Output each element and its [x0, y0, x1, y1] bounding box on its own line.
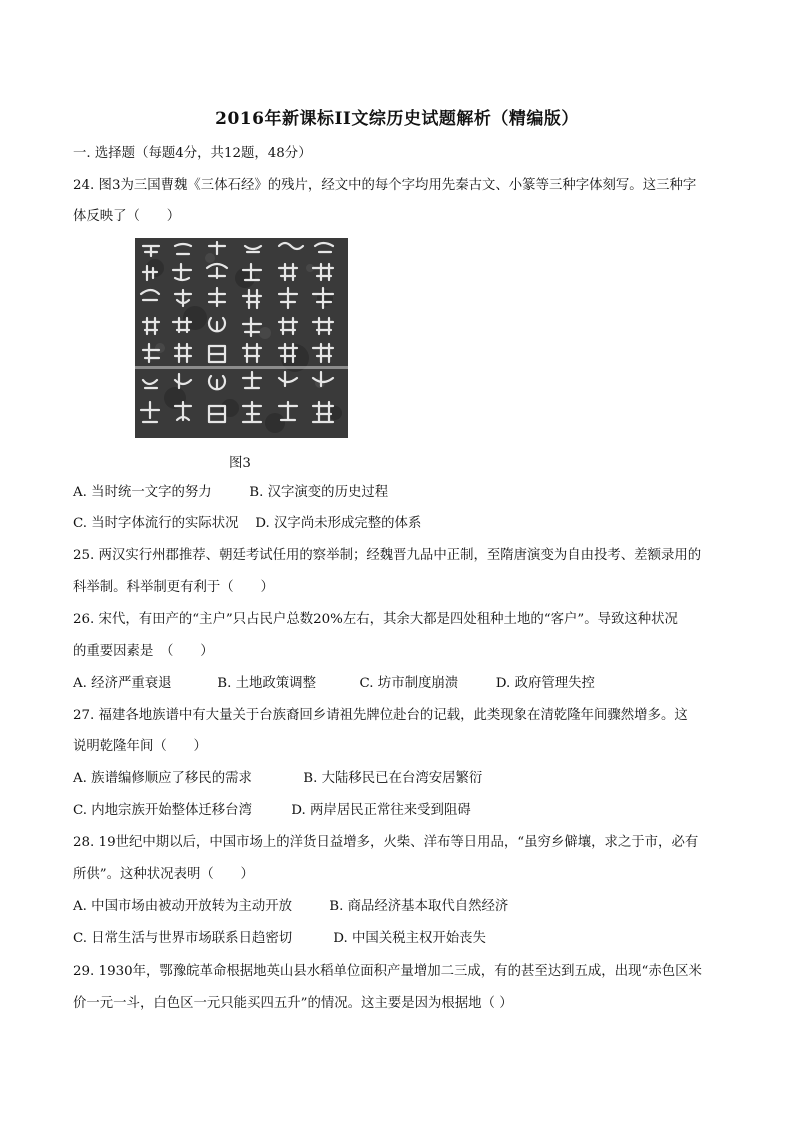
question-28-options-row1 [73, 897, 508, 917]
question-27-option-a[interactable]: A. 族谱编修顺应了移民的需求 [73, 771, 252, 786]
question-24-stem-line1: 24. 图3为三国曹魏《三体石经》的残片，经文中的每个字均用先秦古文、小篆等三种字体刻写。这三种字 [73, 178, 697, 193]
question-28-option-c[interactable]: C. 日常生活与世界市场联系日趋密切 [73, 931, 293, 946]
question-24-option-d[interactable]: D. 汉字尚未形成完整的体系 [255, 516, 422, 531]
stone-classics-rubbing-image [135, 238, 348, 438]
question-28-option-a[interactable]: A. 中国市场由被动开放转为主动开放 [73, 899, 293, 914]
question-24-option-a[interactable]: A. 当时统一文字的努力 [73, 485, 212, 500]
question-25-stem-line2: 科举制。科举制更有利于（ ） [73, 580, 274, 595]
question-26-option-c[interactable]: C. 坊市制度崩溃 [359, 676, 459, 691]
question-28-option-d[interactable]: D. 中国关税主权开始丧失 [333, 931, 486, 946]
question-24-options-row1 [73, 483, 388, 503]
question-26-options-row [73, 674, 595, 694]
question-26-option-d[interactable]: D. 政府管理失控 [495, 676, 595, 691]
question-29-stem-line2: 价一元一斗，白色区一元只能买四五升”的情况。这主要是因为根据地（ ） [73, 996, 513, 1011]
question-24-stem-line2: 体反映了（ ） [73, 209, 181, 224]
question-27-option-c[interactable]: C. 内地宗族开始整体迁移台湾 [73, 803, 252, 818]
question-26-option-a[interactable]: A. 经济严重衰退 [73, 676, 172, 691]
question-24-option-c[interactable]: C. 当时字体流行的实际状况 [73, 516, 239, 531]
question-28-options-row2 [73, 929, 486, 949]
question-24-option-b[interactable]: B. 汉字演变的历史过程 [249, 485, 389, 500]
question-25-stem-line1: 25. 两汉实行州郡推荐、朝廷考试任用的察举制；经魏晋九品中正制，至隋唐演变为自由投考、差额录用的 [73, 548, 702, 563]
question-27-option-b[interactable]: B. 大陆移民已在台湾安居繁衍 [303, 771, 483, 786]
question-26-option-b[interactable]: B. 土地政策调整 [217, 676, 316, 691]
question-27-stem-line2: 说明乾隆年间（ ） [73, 739, 207, 754]
question-29-stem-line1: 29. 1930年，鄂豫皖革命根据地英山县水稻单位面积产量增加二三成，有的甚至达到五成，出现“赤色区米 [73, 964, 702, 979]
question-28-option-b[interactable]: B. 商品经济基本取代自然经济 [329, 899, 509, 914]
question-26-stem-line2: 的重要因素是 （ ） [73, 644, 214, 659]
page-title: 2016年新课标II文综历史试题解析（精编版） [215, 109, 579, 129]
question-27-options-row2 [73, 801, 471, 821]
question-27-options-row1 [73, 769, 482, 789]
figure-caption: 图3 [229, 456, 251, 471]
question-27-stem-line1: 27. 福建各地族谱中有大量关于台族裔回乡请祖先牌位赴台的记载，此类现象在清乾隆年间骤然增多。这 [73, 708, 688, 723]
question-28-stem-line2: 所供”。这种状况表明（ ） [73, 867, 254, 882]
question-26-stem-line1: 26. 宋代，有田产的“主户”只占民户总数20%左右，其余大都是四处租种土地的“客户”。导致这种状况 [73, 612, 678, 627]
question-24-options-row2 [73, 514, 421, 534]
question-27-option-d[interactable]: D. 两岸居民正常往来受到阻碍 [291, 803, 471, 818]
question-28-stem-line1: 28. 19世纪中期以后，中国市场上的洋货日益增多，火柴、洋布等日用品，“虽穷乡僻壤，求之于市，必有 [73, 835, 699, 850]
section-heading: 一. 选择题（每题4分，共12题，48分） [73, 146, 312, 161]
